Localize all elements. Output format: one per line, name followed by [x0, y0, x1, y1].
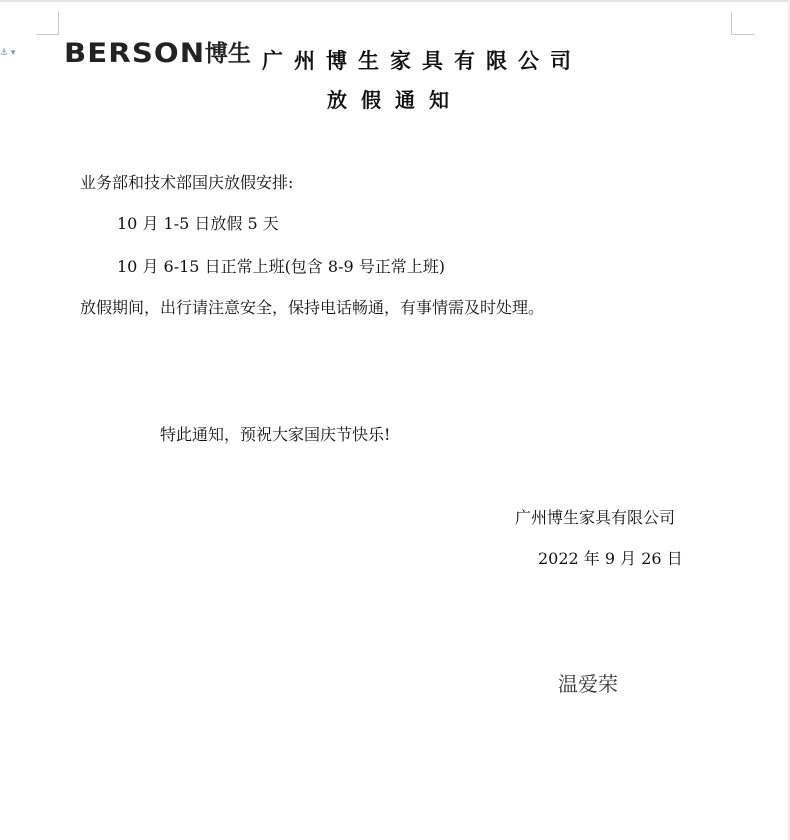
notice-title: 放假通知	[327, 88, 463, 112]
holiday-greeting: 特此通知，预祝大家国庆节快乐!	[160, 425, 391, 444]
crop-mark-top-right	[731, 12, 754, 35]
logo-chinese-mark: 博生	[204, 41, 251, 67]
intro-paragraph: 业务部和技术部国庆放假安排:	[80, 173, 294, 192]
crop-mark-top-left	[36, 12, 59, 35]
page-edge-top	[0, 0, 790, 2]
signing-company-name: 广州博生家具有限公司	[515, 508, 676, 527]
safety-reminder-paragraph: 放假期间，出行请注意安全，保持电话畅通，有事情需及时处理。	[80, 298, 545, 317]
company-logo	[64, 36, 251, 72]
logo-wordmark: BERSON	[64, 38, 206, 69]
work-dates-line: 10 月 6-15 日正常上班(包含 8-9 号正常上班)	[117, 257, 445, 276]
paragraph-anchor-icon[interactable]: ⚓ ▾	[0, 48, 16, 58]
notice-date: 2022 年 9 月 26 日	[538, 549, 683, 568]
company-name-heading: 广州博生家具有限公司	[262, 48, 582, 73]
holiday-dates-line: 10 月 1-5 日放假 5 天	[117, 214, 279, 233]
signature: 温爱荣	[558, 672, 618, 696]
